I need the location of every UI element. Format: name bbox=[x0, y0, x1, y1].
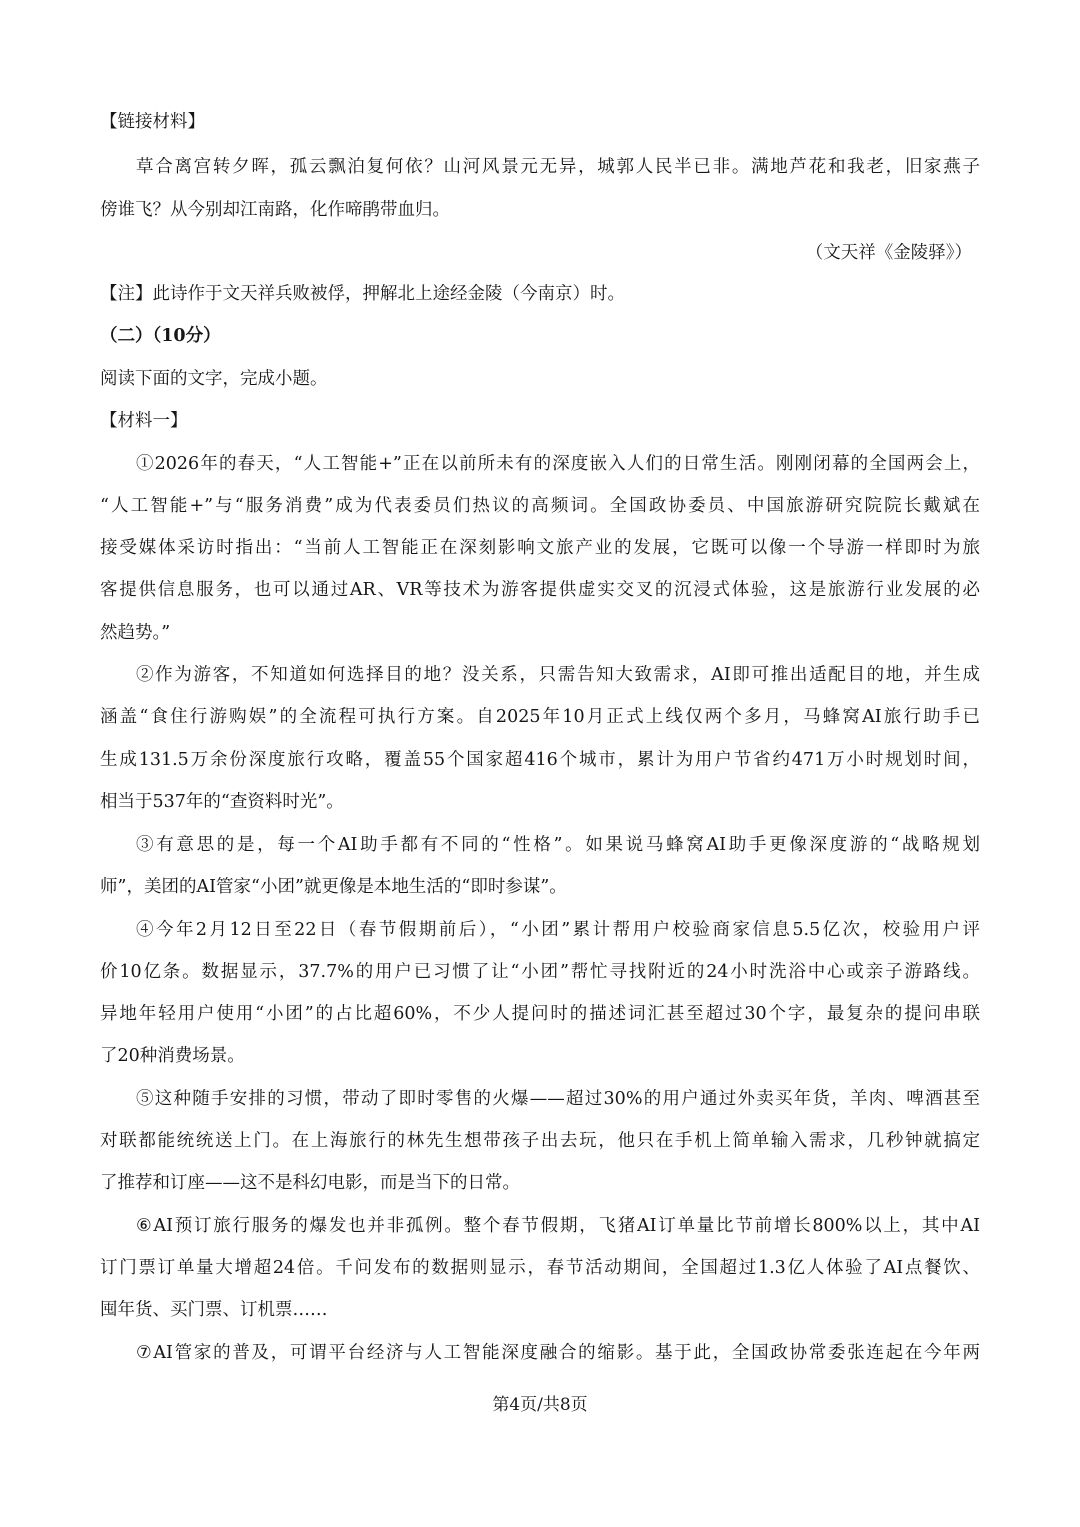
page-number: 第4页/共8页 bbox=[492, 1395, 588, 1415]
paragraph-line: 异地年轻用户使用“小团”的占比超60%，不少人提问时的描述词汇甚至超过30个字，最复杂的提问串联 bbox=[100, 1004, 980, 1024]
paragraph-line: ⑦AI管家的普及，可谓平台经济与人工智能深度融合的缩影。基于此，全国政协常委张连起在今年两 bbox=[136, 1343, 980, 1363]
section-instruction: 阅读下面的文字，完成小题。 bbox=[100, 369, 328, 389]
paragraph-line: ④今年2月12日至22日（春节假期前后），“小团”累计帮用户校验商家信息5.5亿次，校验用户评 bbox=[136, 920, 980, 940]
paragraph-line: 了推荐和订座——这不是科幻电影，而是当下的日常。 bbox=[100, 1173, 520, 1193]
paragraph-line: 价10亿条。数据显示，37.7%的用户已习惯了让“小团”帮忙寻找附近的24小时洗浴中心或亲子游路线。 bbox=[100, 962, 980, 982]
paragraph-line: 生成131.5万余份深度旅行攻略，覆盖55个国家超416个城市，累计为用户节省约471万小时规划时间， bbox=[100, 750, 980, 770]
link-material-heading: 【链接材料】 bbox=[100, 112, 205, 132]
paragraph-line: 涵盖“食住行游购娱”的全流程可执行方案。自2025年10月正式上线仅两个多月，马蜂窝AI旅行助手已 bbox=[100, 707, 980, 727]
paragraph-line: “人工智能+”与“服务消费”成为代表委员们热议的高频词。全国政协委员、中国旅游研究院院长戴斌在 bbox=[100, 496, 980, 516]
paragraph-line: ②作为游客，不知道如何选择目的地？没关系，只需告知大致需求，AI即可推出适配目的地，并生成 bbox=[136, 665, 980, 685]
paragraph-line: 囤年货、买门票、订机票…… bbox=[100, 1300, 328, 1320]
paragraph-line: 客提供信息服务，也可以通过AR、VR等技术为游客提供虚实交叉的沉浸式体验，这是旅游行业发展的必 bbox=[100, 580, 980, 600]
poem-line: 傍谁飞？从今别却江南路，化作啼鹃带血归。 bbox=[100, 200, 450, 220]
paragraph-line: 订门票订单量大增超24倍。千问发布的数据则显示，春节活动期间，全国超过1.3亿人体验了AI点餐饮、 bbox=[100, 1258, 980, 1278]
section-title: （二）（10分） bbox=[100, 326, 221, 346]
paragraph-line: 了20种消费场景。 bbox=[100, 1046, 245, 1066]
paragraph-line: ⑥AI预订旅行服务的爆发也并非孤例。整个春节假期，飞猪AI订单量比节前增长800%以上，其中AI bbox=[136, 1216, 980, 1236]
paragraph-line: ①2026年的春天，“人工智能+”正在以前所未有的深度嵌入人们的日常生活。刚刚闭幕的全国两会上， bbox=[136, 454, 980, 474]
paragraph-line: ⑤这种随手安排的习惯，带动了即时零售的火爆——超过30%的用户通过外卖买年货，羊肉、啤酒甚至 bbox=[136, 1089, 980, 1109]
poem-attribution: （文天祥《金陵驿》） bbox=[805, 243, 972, 263]
paragraph-line: 接受媒体采访时指出：“当前人工智能正在深刻影响文旅产业的发展，它既可以像一个导游一样即时为旅 bbox=[100, 538, 980, 558]
paragraph-line: 然趋势。” bbox=[100, 623, 171, 643]
poem-line: 草合离宫转夕晖，孤云飘泊复何依？山河风景元无异，城郭人民半已非。满地芦花和我老，旧家燕子 bbox=[136, 157, 980, 177]
material-heading: 【材料一】 bbox=[100, 411, 188, 431]
paragraph-line: ③有意思的是，每一个AI助手都有不同的“性格”。如果说马蜂窝AI助手更像深度游的“战略规划 bbox=[136, 835, 980, 855]
poem-note: 【注】此诗作于文天祥兵败被俘，押解北上途经金陵（今南京）时。 bbox=[100, 284, 625, 304]
paragraph-line: 相当于537年的“查资料时光”。 bbox=[100, 792, 344, 812]
paragraph-line: 师”，美团的AI管家“小团”就更像是本地生活的“即时参谋”。 bbox=[100, 877, 567, 897]
paragraph-line: 对联都能统统送上门。在上海旅行的林先生想带孩子出去玩，他只在手机上简单输入需求，几秒钟就搞定 bbox=[100, 1131, 980, 1151]
